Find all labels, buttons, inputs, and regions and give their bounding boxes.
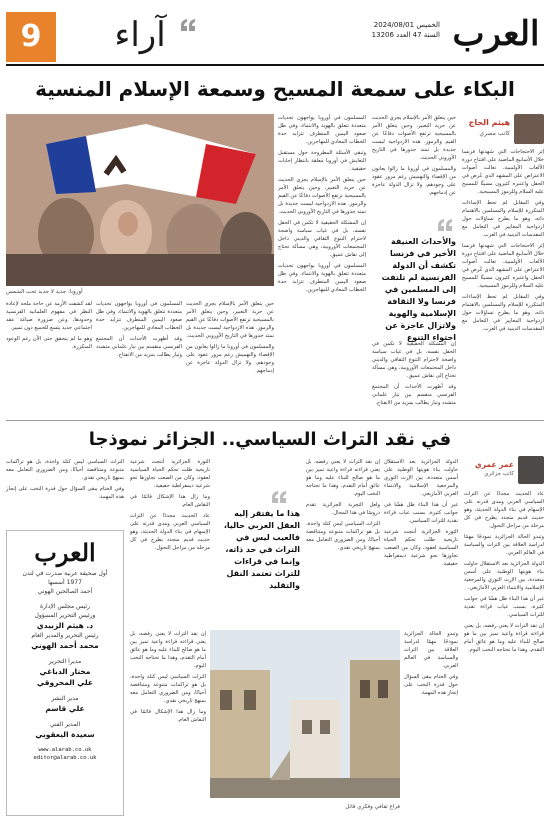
quote-icon xyxy=(436,218,454,232)
paragraph: الدولة الجزائرية بعد الاستقلال حاولت بناء هويتها الوطنية على أسس متعددة، بين الإرث الثوري والمرجعية الإسلامية والانتماء العربي الأمازيغي. xyxy=(384,459,458,497)
author-role: كاتب مصري xyxy=(479,130,510,137)
article2-column-6 xyxy=(130,630,206,812)
town-photo xyxy=(210,630,400,798)
paragraph: وتبقى الأسئلة المطروحة حول مستقبل التعايش في أوروبا معلقة بانتظار إجابات حقيقية. xyxy=(278,150,366,172)
imprint-name: سعيدة اليعقوبي xyxy=(35,730,95,739)
paragraph: إن المشكلة الحقيقية لا تكمن في الحفل نفسه، بل في غياب سياسة واضحة لاحترام التنوع الثقافي والديني داخل المجتمعات الأوروبية، وهي مسألة تحتاج إلى نقاش عميق. xyxy=(372,341,456,379)
imprint-label: ورئيس التحرير المسؤول xyxy=(34,612,96,619)
paragraph: الثورة الجزائرية أنتجت شرعية تاريخية ظلت تحكم الحياة السياسية لعقود، وكان من الصعب تجاوزها نحو شرعية ديمقراطية حقيقية. xyxy=(384,529,458,567)
author-role: كاتب جزائري xyxy=(484,471,514,477)
quote-icon xyxy=(270,490,288,504)
article1-column-4 xyxy=(278,114,366,412)
paragraph: وما زال هذا الإشكال قائمًا في النقاش العام. xyxy=(130,709,206,723)
article2-headline: في نقد التراث السياسي.. الجزائر نموذجا xyxy=(88,429,452,450)
imprint-name: علي المحروقي xyxy=(36,678,94,687)
article2-column-2 xyxy=(384,458,458,626)
paragraph: المسلمون في أوروبا يواجهون تحديات متعددة تتعلق بالهوية والانتماء، وفي ظل صعود اليمين المتطرف تتزايد حدة الخطاب المعادي للمهاجرين. xyxy=(278,263,366,293)
paragraph: إن المشكلة الحقيقية لا تكمن في الحفل نفسه، بل في غياب سياسة واضحة لاحترام التنوع الثقافي والديني داخل المجتمعات الأوروبية، وهي مسألة تحتاج إلى نقاش عميق. xyxy=(278,220,366,258)
paragraph: وتبدو الحالة الجزائرية نموذجًا مهمًا لدراسة العلاقة بين التراث والسياسة في العالم العربي. xyxy=(404,631,458,669)
header-rule xyxy=(6,64,544,66)
imprint-name: علي قاسم xyxy=(45,704,85,713)
paragraph: التراث السياسي ليس كتلة واحدة، بل هو تراكمات متنوعة ومتناقضة أحيانًا، ومن الضروري التعامل معه بمنهج تاريخي نقدي. xyxy=(306,521,380,551)
imprint-name: مختار الدباغي xyxy=(39,667,91,676)
paragraph: وقد أظهرت الأحداث أن المجتمع الفرنسي منقسم بين تيار علماني متشدد وتيار يطالب بمزيد من الانفتاح. xyxy=(96,336,182,358)
imprint-label: مديرا التحرير xyxy=(48,658,82,665)
article2-pull-quote: هذا ما يفتقر إليه العقل العربي حاليا، فالعيب ليس في التراث في حد ذاته، وإنما في قراءات للتراث تعتمد النقل والتقليد xyxy=(223,509,300,590)
imprint-name: محمد أحمد الهوني xyxy=(31,641,99,650)
paragraph: إثر الاحتجاجات التي شهدتها فرنسا خلال الأسابيع الماضية على افتتاح دورة الألعاب الأولمبية، تعالت أصوات الاعتراض على المشهد الذي عُرض في الحفل واعتبره كثيرون مسيئًا للمسيح عليه السلام وللرموز المسيحية. xyxy=(462,243,544,289)
article1-column-1 xyxy=(462,148,544,412)
paragraph: وفي المقابل لم تحظ الإساءات المتكررة للإسلام والمسلمين بالاهتمام ذاته، وهو ما يطرح تساؤلات حول ازدواجية المعايير في التعامل مع المقدسات الدينية في الغرب. xyxy=(462,200,544,238)
article2-column-5 xyxy=(6,458,124,524)
article1-pull-quote: والأحداث العنيفة الأخير في فرنسا تكشف أن الدولة الفرنسية لم تلتفت إلى المسلمين في فرنسا ولا الثقافة الإسلامية والهوية ولاتزال عاجزة عن احتواء التنوع xyxy=(381,237,456,342)
paragraph: غير أن هذا البناء ظل هشًا في جوانب كثيرة، بسبب غياب قراءة نقدية للتراث السياسي. xyxy=(384,502,458,524)
paragraph: إن نقد التراث لا يعني رفضه، بل يعني قراءته قراءة واعية تميز بين ما هو صالح للبناء عليه وما هو عائق أمام التقدم، وهذا ما تحتاجه النخب اليوم. xyxy=(306,459,380,497)
paragraph: والمسلمون في أوروبا ما زالوا يعانون من الإقصاء والتهميش رغم مرور عقود على وجودهم، ولا تزال الدولة عاجزة عن إدماجهم. xyxy=(372,166,456,196)
email-link[interactable]: editor@alarab.co.uk xyxy=(33,755,97,761)
imprint-label: مدير النشر xyxy=(51,695,79,702)
author-name: هيثم الحاج xyxy=(468,118,510,127)
paragraph: التراث السياسي ليس كتلة واحدة، بل هو تراكمات متنوعة ومتناقضة أحيانًا، ومن الضروري التعامل معه بمنهج تاريخي نقدي. xyxy=(130,674,206,704)
paragraph: وفي الختام يبقى السؤال حول قدرة النخب على إنجاز هذه المهمة. xyxy=(404,674,458,696)
paragraph: إثر الاحتجاجات التي شهدتها فرنسا خلال الأسابيع الماضية على افتتاح دورة الألعاب الأولمبية، تعالت أصوات الاعتراض على المشهد الذي عُرض في الحفل واعتبره كثيرون مسيئًا للمسيح عليه السلام وللرموز المسيحية. xyxy=(462,149,544,195)
paragraph: إن نقد التراث لا يعني رفضه، بل يعني قراءته قراءة واعية تميز بين ما هو صالح للبناء عليه وما هو عائق أمام التقدم، وهذا ما تحتاجه النخب اليوم. xyxy=(130,631,206,669)
paragraph: وفي المقابل لم تحظ الإساءات المتكررة للإسلام والمسلمين بالاهتمام ذاته، وهو ما يطرح تساؤلات حول ازدواجية المعايير في التعامل مع المقدسات الدينية في الغرب. xyxy=(462,294,544,332)
paragraph: حين يتعلق الأمر بالإسلام يجري الحديث عن حرية التعبير، وحين يتعلق الأمر بالمسيحية ترتفع الأصوات دفاعًا عن القيم والرموز. هذه الازدواجية ليست جديدة بل تمتد جذورها في التاريخ الأوروبي الحديث. xyxy=(186,301,274,339)
article1-column-3 xyxy=(372,340,456,412)
imprint-tagline: 1977 أسسها xyxy=(48,579,82,586)
issue-number: السنة 47 العدد 13206 xyxy=(371,31,440,39)
article2-author xyxy=(464,456,544,486)
avatar xyxy=(514,114,544,144)
imprint-label: رئيس مجلس الإدارة xyxy=(39,603,91,610)
imprint-label: المدير الفني xyxy=(49,721,81,728)
date-block xyxy=(372,20,440,40)
newspaper-logo: العرب xyxy=(452,14,540,54)
photo-caption: أوروبا: جديد لا جديد تحت الشمس xyxy=(6,289,83,295)
paragraph: إن نقد التراث لا يعني رفضه، بل يعني قراءته قراءة واعية تميز بين ما هو صالح للبناء عليه وما هو عائق أمام التقدم، وهذا ما تحتاجه النخب اليوم. xyxy=(464,623,544,653)
article1-headline: البكاء على سمعة المسيح وسمعة الإسلام المنسية xyxy=(35,77,515,101)
article1-column-7 xyxy=(186,300,274,412)
paragraph: عاد الحديث مجددًا عن التراث السياسي العربي ومدى قدرته على الإسهام في بناء الدولة الحديثة، وهو حديث قديم متجدد يطرح في كل مرحلة من مراحل التحول. xyxy=(464,491,544,529)
imprint-box xyxy=(6,530,124,816)
paragraph: لقد كشفت الأزمة عن حاجة ملحة لإعادة النظر في مفهوم العلمانية الفرنسية وحدودها، وعن ضرورة صياغة عقد اجتماعي جديد يتسع للجميع دون تمييز. xyxy=(6,301,92,331)
imprint-logo: العرب xyxy=(34,538,96,567)
paragraph: وهو ما لم يتحقق حتى الآن رغم الوعود المتكررة. xyxy=(6,336,92,350)
protest-photo xyxy=(6,114,274,286)
website-link[interactable]: www.alarab.co.uk xyxy=(38,747,92,753)
section-title: آراء xyxy=(114,15,166,55)
paragraph: وفي الختام يبقى السؤال حول قدرة النخب على إنجاز هذه المهمة. xyxy=(6,486,124,500)
imprint-tagline: أول صحيفة عربية صدرت في لندن xyxy=(22,570,108,577)
issue-date: الخميس 2024/08/01 xyxy=(373,21,440,29)
photo-caption: فراغ ثقافي وفكري قاتل xyxy=(345,804,400,810)
paragraph: وما زال هذا الإشكال قائمًا في النقاش العام. xyxy=(130,494,210,508)
article2-column-4 xyxy=(130,458,210,626)
paragraph: الثورة الجزائرية أنتجت شرعية تاريخية ظلت تحكم الحياة السياسية لعقود، وكان من الصعب تجاوزها نحو شرعية ديمقراطية حقيقية. xyxy=(130,459,210,489)
paragraph: غير أن هذا البناء ظل هشًا في جوانب كثيرة، بسبب غياب قراءة نقدية للتراث السياسي. xyxy=(464,596,544,618)
article1-photo xyxy=(6,114,274,286)
paragraph: الدولة الجزائرية بعد الاستقلال حاولت بناء هويتها الوطنية على أسس متعددة، بين الإرث الثوري والمرجعية الإسلامية والانتماء العربي الأمازيغي. xyxy=(464,561,544,591)
paragraph: وتبدو الحالة الجزائرية نموذجًا مهمًا لدراسة العلاقة بين التراث والسياسة في العالم العربي. xyxy=(464,534,544,556)
article2-photo xyxy=(210,630,400,798)
imprint-founder: أحمد الصالحين الهوني xyxy=(37,588,93,595)
article1-column-6 xyxy=(96,300,182,412)
paragraph: والمسلمون في أوروبا ما زالوا يعانون من الإقصاء والتهميش رغم مرور عقود على وجودهم، ولا تزال الدولة عاجزة عن إدماجهم. xyxy=(186,344,274,374)
page-number: 9 xyxy=(6,12,56,62)
article1-column-2 xyxy=(372,114,456,214)
paragraph: المسلمون في أوروبا يواجهون تحديات متعددة تتعلق بالهوية والانتماء، وفي ظل صعود اليمين المتطرف تتزايد حدة الخطاب المعادي للمهاجرين. xyxy=(278,115,366,145)
imprint-name: د. هيثم الزبيدي xyxy=(36,621,94,630)
article2-column-3 xyxy=(306,458,380,626)
masthead xyxy=(0,0,550,66)
paragraph: التراث السياسي ليس كتلة واحدة، بل هو تراكمات متنوعة ومتناقضة أحيانًا، ومن الضروري التعامل معه بمنهج تاريخي نقدي. xyxy=(6,459,124,481)
avatar xyxy=(518,456,544,484)
author-name: عمر عمري xyxy=(474,460,514,469)
article2-column-1 xyxy=(464,490,544,812)
article1-column-5 xyxy=(6,300,92,412)
article1-author xyxy=(462,114,544,144)
imprint-label: رئيس التحرير والمدير العام xyxy=(31,632,99,639)
paragraph: ولعل التجربة الجزائرية تقدم دروسًا في هذا المجال. xyxy=(306,502,380,516)
paragraph: حين يتعلق الأمر بالإسلام يجري الحديث عن حرية التعبير، وحين يتعلق الأمر بالمسيحية ترتفع الأصوات دفاعًا عن القيم والرموز. هذه الازدواجية ليست جديدة بل تمتد جذورها في التاريخ الأوروبي الحديث. xyxy=(278,177,366,215)
paragraph: حين يتعلق الأمر بالإسلام يجري الحديث عن حرية التعبير، وحين يتعلق الأمر بالمسيحية ترتفع الأصوات دفاعًا عن القيم والرموز. هذه الازدواجية ليست جديدة بل تمتد جذورها في التاريخ الأوروبي الحديث. xyxy=(372,115,456,161)
article2-column-7 xyxy=(404,630,458,812)
paragraph: وقد أظهرت الأحداث أن المجتمع الفرنسي منقسم بين تيار علماني متشدد وتيار يطالب بمزيد من الانفتاح. xyxy=(372,384,456,406)
paragraph: عاد الحديث مجددًا عن التراث السياسي العربي ومدى قدرته على الإسهام في بناء الدولة الحديثة، وهو حديث قديم متجدد يطرح في كل مرحلة من مراحل التحول. xyxy=(130,513,210,551)
paragraph: المسلمون في أوروبا يواجهون تحديات متعددة تتعلق بالهوية والانتماء، وفي ظل صعود اليمين المتطرف تتزايد حدة الخطاب المعادي للمهاجرين. xyxy=(96,301,182,331)
section-divider xyxy=(6,420,544,421)
